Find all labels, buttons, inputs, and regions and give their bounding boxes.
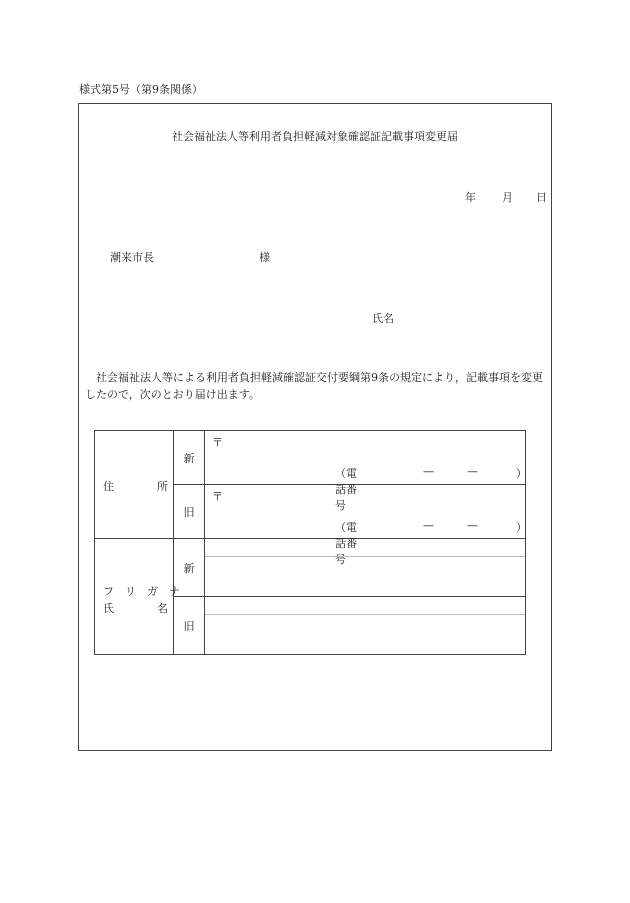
honorific: 様	[259, 251, 270, 264]
applicant-name-label: 氏名	[372, 312, 394, 325]
postal-mark: 〒	[212, 490, 223, 503]
name-new-field[interactable]	[205, 539, 526, 597]
name-label-right: 名	[157, 602, 168, 615]
address-old-label: 旧	[174, 485, 205, 539]
body-text: 社会福祉法人等による利用者負担軽減確認証交付要綱第9条の規定により，記載事項を変更したので，次のとおり届け出ます。	[85, 371, 543, 401]
date-day: 日	[536, 191, 547, 204]
postal-mark: 〒	[212, 436, 223, 449]
name-label-cell	[95, 539, 180, 655]
address-label-cell	[95, 431, 174, 539]
change-table	[94, 430, 526, 655]
name-old-label: 旧	[174, 597, 205, 655]
address-label-right: 所	[157, 480, 168, 493]
furigana-divider	[205, 614, 525, 615]
name-new-label: 新	[174, 539, 205, 597]
name-label-left: 氏	[103, 602, 114, 615]
form-number-label: 様式第5号（第9条関係）	[79, 83, 203, 96]
address-new-field[interactable]: 〒 （電話番号 — — ）	[205, 431, 526, 485]
furigana-label: フ リ ガ ナ	[103, 585, 180, 598]
address-new-label: 新	[174, 431, 205, 485]
furigana-divider	[205, 556, 525, 557]
address-label-left: 住	[103, 480, 114, 493]
name-old-field[interactable]	[205, 597, 526, 655]
date-month: 月	[502, 191, 513, 204]
document-title: 社会福祉法人等利用者負担軽減対象確認証記載事項変更届	[172, 130, 458, 143]
addressee: 潮来市長	[110, 251, 154, 264]
date-year: 年	[465, 191, 476, 204]
address-old-field[interactable]: 〒 （電話番号 — — ）	[205, 485, 526, 539]
